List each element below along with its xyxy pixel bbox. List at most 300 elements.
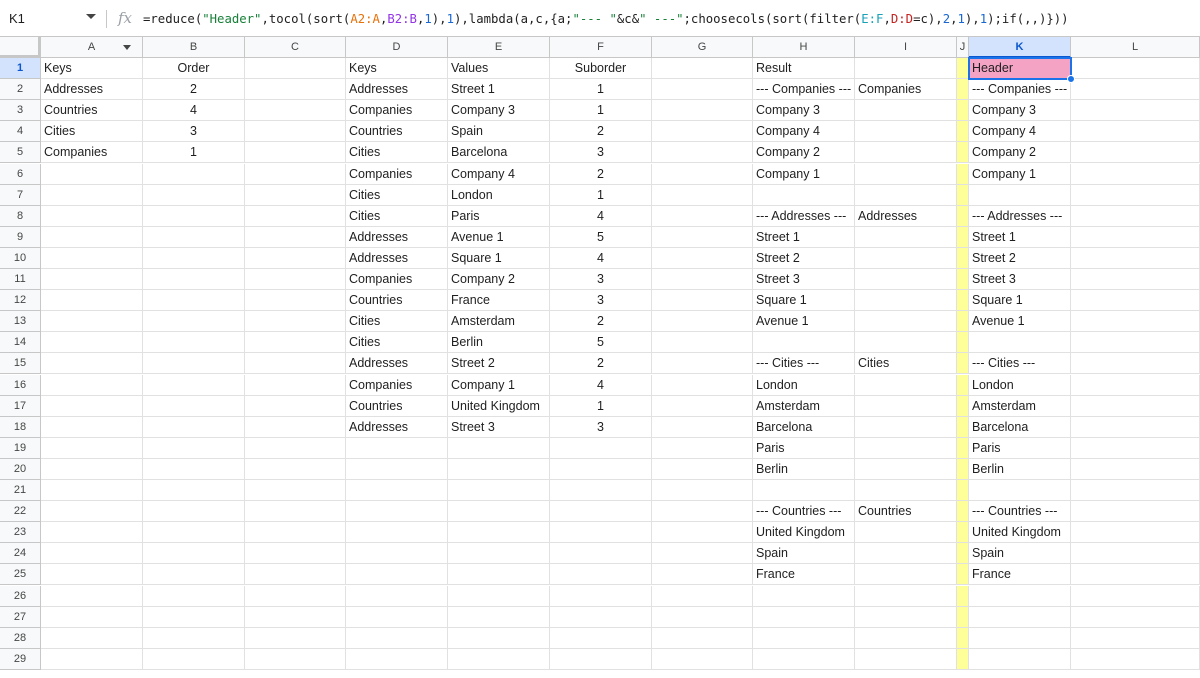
cell-i28[interactable] [855,628,957,649]
cell-k15[interactable]: --- Cities --- [969,353,1071,374]
cell-b27[interactable] [143,607,245,628]
row-header-10[interactable]: 10 [0,248,41,269]
cell-g13[interactable] [652,311,753,332]
cell-k29[interactable] [969,649,1071,670]
cell-i2[interactable]: Companies [855,79,957,100]
cell-l22[interactable] [1071,501,1200,522]
formula-input[interactable] [143,12,1069,26]
cell-d27[interactable] [346,607,448,628]
cell-l29[interactable] [1071,649,1200,670]
cell-e24[interactable] [448,543,550,564]
cell-h14[interactable] [753,332,855,353]
cell-j26[interactable] [957,586,969,607]
cell-j25[interactable] [957,564,969,585]
cell-b16[interactable] [143,375,245,396]
cell-k23[interactable]: United Kingdom [969,522,1071,543]
cell-g10[interactable] [652,248,753,269]
cell-a12[interactable] [41,290,143,311]
cell-a22[interactable] [41,501,143,522]
cell-h15[interactable]: --- Cities --- [753,353,855,374]
cell-a6[interactable] [41,164,143,185]
cell-g23[interactable] [652,522,753,543]
cell-j22[interactable] [957,501,969,522]
cell-g28[interactable] [652,628,753,649]
cell-b7[interactable] [143,185,245,206]
cell-a5[interactable]: Companies [41,142,143,163]
cell-d20[interactable] [346,459,448,480]
cell-f6[interactable]: 2 [550,164,652,185]
cell-e13[interactable]: Amsterdam [448,311,550,332]
cell-d22[interactable] [346,501,448,522]
cell-i29[interactable] [855,649,957,670]
cell-d28[interactable] [346,628,448,649]
cell-g6[interactable] [652,164,753,185]
cell-h19[interactable]: Paris [753,438,855,459]
cell-g1[interactable] [652,58,753,79]
cell-a25[interactable] [41,564,143,585]
cell-d7[interactable]: Cities [346,185,448,206]
cell-h2[interactable]: --- Companies --- [753,79,855,100]
cell-c5[interactable] [245,142,346,163]
row-header-8[interactable]: 8 [0,206,41,227]
row-header-1[interactable]: 1 [0,58,41,79]
cell-j23[interactable] [957,522,969,543]
cell-f19[interactable] [550,438,652,459]
row-header-15[interactable]: 15 [0,353,41,374]
cell-j21[interactable] [957,480,969,501]
cell-g19[interactable] [652,438,753,459]
cell-g21[interactable] [652,480,753,501]
cell-h7[interactable] [753,185,855,206]
cell-c8[interactable] [245,206,346,227]
cell-e26[interactable] [448,586,550,607]
cell-j2[interactable] [957,79,969,100]
cell-f28[interactable] [550,628,652,649]
cell-i7[interactable] [855,185,957,206]
cell-h17[interactable]: Amsterdam [753,396,855,417]
cell-j6[interactable] [957,164,969,185]
cell-k18[interactable]: Barcelona [969,417,1071,438]
cell-k6[interactable]: Company 1 [969,164,1071,185]
cell-a18[interactable] [41,417,143,438]
cell-k11[interactable]: Street 3 [969,269,1071,290]
cell-a2[interactable]: Addresses [41,79,143,100]
cell-i24[interactable] [855,543,957,564]
cell-a15[interactable] [41,353,143,374]
cell-b10[interactable] [143,248,245,269]
cell-l25[interactable] [1071,564,1200,585]
cell-j13[interactable] [957,311,969,332]
cell-h5[interactable]: Company 2 [753,142,855,163]
cell-i6[interactable] [855,164,957,185]
cell-f29[interactable] [550,649,652,670]
cell-c25[interactable] [245,564,346,585]
cell-h25[interactable]: France [753,564,855,585]
column-header-h[interactable] [753,37,855,58]
cell-b13[interactable] [143,311,245,332]
row-header-26[interactable]: 26 [0,586,41,607]
cell-e4[interactable]: Spain [448,121,550,142]
cell-c17[interactable] [245,396,346,417]
cell-j19[interactable] [957,438,969,459]
row-header-20[interactable]: 20 [0,459,41,480]
cell-c19[interactable] [245,438,346,459]
cell-d8[interactable]: Cities [346,206,448,227]
cell-d5[interactable]: Cities [346,142,448,163]
cell-d12[interactable]: Countries [346,290,448,311]
cell-l8[interactable] [1071,206,1200,227]
cell-b15[interactable] [143,353,245,374]
cell-c28[interactable] [245,628,346,649]
cell-a9[interactable] [41,227,143,248]
cell-e23[interactable] [448,522,550,543]
column-header-f[interactable] [550,37,652,58]
cell-b6[interactable] [143,164,245,185]
cell-i5[interactable] [855,142,957,163]
cell-i10[interactable] [855,248,957,269]
cell-g18[interactable] [652,417,753,438]
cell-l7[interactable] [1071,185,1200,206]
cell-e12[interactable]: France [448,290,550,311]
cell-d11[interactable]: Companies [346,269,448,290]
cell-c4[interactable] [245,121,346,142]
cell-d21[interactable] [346,480,448,501]
cell-e7[interactable]: London [448,185,550,206]
cell-d4[interactable]: Countries [346,121,448,142]
cell-g12[interactable] [652,290,753,311]
cell-b14[interactable] [143,332,245,353]
cell-h1[interactable]: Result [753,58,855,79]
cell-k16[interactable]: London [969,375,1071,396]
cell-c3[interactable] [245,100,346,121]
cell-b3[interactable]: 4 [143,100,245,121]
cell-c29[interactable] [245,649,346,670]
cell-l3[interactable] [1071,100,1200,121]
cell-c24[interactable] [245,543,346,564]
cell-f24[interactable] [550,543,652,564]
cell-i25[interactable] [855,564,957,585]
spreadsheet-grid[interactable] [0,37,1200,678]
column-header-j[interactable] [957,37,969,58]
cell-e28[interactable] [448,628,550,649]
row-header-29[interactable]: 29 [0,649,41,670]
cell-g20[interactable] [652,459,753,480]
cell-f17[interactable]: 1 [550,396,652,417]
cell-e25[interactable] [448,564,550,585]
cell-g2[interactable] [652,79,753,100]
cell-i27[interactable] [855,607,957,628]
cell-a7[interactable] [41,185,143,206]
cell-d13[interactable]: Cities [346,311,448,332]
cell-e18[interactable]: Street 3 [448,417,550,438]
cell-i14[interactable] [855,332,957,353]
cell-f10[interactable]: 4 [550,248,652,269]
cell-e22[interactable] [448,501,550,522]
cell-c21[interactable] [245,480,346,501]
cell-l21[interactable] [1071,480,1200,501]
cell-i3[interactable] [855,100,957,121]
cell-g3[interactable] [652,100,753,121]
cell-a16[interactable] [41,375,143,396]
cell-k7[interactable] [969,185,1071,206]
cell-i22[interactable]: Countries [855,501,957,522]
cell-e2[interactable]: Street 1 [448,79,550,100]
column-menu-icon[interactable] [123,45,131,50]
cell-i19[interactable] [855,438,957,459]
cell-c1[interactable] [245,58,346,79]
cell-a28[interactable] [41,628,143,649]
cell-l18[interactable] [1071,417,1200,438]
cell-h3[interactable]: Company 3 [753,100,855,121]
cell-e10[interactable]: Square 1 [448,248,550,269]
cell-h9[interactable]: Street 1 [753,227,855,248]
cell-b22[interactable] [143,501,245,522]
cell-g22[interactable] [652,501,753,522]
cell-c26[interactable] [245,586,346,607]
cell-b21[interactable] [143,480,245,501]
cell-h20[interactable]: Berlin [753,459,855,480]
cell-i13[interactable] [855,311,957,332]
cell-g25[interactable] [652,564,753,585]
cell-i21[interactable] [855,480,957,501]
column-header-d[interactable] [346,37,448,58]
cell-a13[interactable] [41,311,143,332]
cell-d17[interactable]: Countries [346,396,448,417]
cell-k4[interactable]: Company 4 [969,121,1071,142]
cell-e1[interactable]: Values [448,58,550,79]
cell-f23[interactable] [550,522,652,543]
cell-l13[interactable] [1071,311,1200,332]
cell-e20[interactable] [448,459,550,480]
row-header-2[interactable]: 2 [0,79,41,100]
cell-b29[interactable] [143,649,245,670]
cell-e16[interactable]: Company 1 [448,375,550,396]
cell-k19[interactable]: Paris [969,438,1071,459]
row-header-21[interactable]: 21 [0,480,41,501]
cell-l24[interactable] [1071,543,1200,564]
cell-j1[interactable] [957,58,969,79]
cell-h16[interactable]: London [753,375,855,396]
cell-f1[interactable]: Suborder [550,58,652,79]
cell-k20[interactable]: Berlin [969,459,1071,480]
cell-i11[interactable] [855,269,957,290]
cell-j20[interactable] [957,459,969,480]
cell-g5[interactable] [652,142,753,163]
cell-f21[interactable] [550,480,652,501]
cell-e19[interactable] [448,438,550,459]
cell-d2[interactable]: Addresses [346,79,448,100]
cell-f18[interactable]: 3 [550,417,652,438]
row-header-19[interactable]: 19 [0,438,41,459]
row-header-23[interactable]: 23 [0,522,41,543]
column-header-b[interactable] [143,37,245,58]
cell-h29[interactable] [753,649,855,670]
cell-c2[interactable] [245,79,346,100]
cell-k14[interactable] [969,332,1071,353]
cell-i1[interactable] [855,58,957,79]
cell-l15[interactable] [1071,353,1200,374]
cell-j29[interactable] [957,649,969,670]
cell-b11[interactable] [143,269,245,290]
cell-h26[interactable] [753,586,855,607]
cell-a14[interactable] [41,332,143,353]
cell-c14[interactable] [245,332,346,353]
cell-b5[interactable]: 1 [143,142,245,163]
cell-f22[interactable] [550,501,652,522]
cell-g15[interactable] [652,353,753,374]
cell-l9[interactable] [1071,227,1200,248]
row-header-11[interactable]: 11 [0,269,41,290]
cell-j5[interactable] [957,142,969,163]
row-header-24[interactable]: 24 [0,543,41,564]
cell-g29[interactable] [652,649,753,670]
cell-d23[interactable] [346,522,448,543]
cell-f11[interactable]: 3 [550,269,652,290]
cell-b2[interactable]: 2 [143,79,245,100]
row-header-18[interactable]: 18 [0,417,41,438]
cell-k13[interactable]: Avenue 1 [969,311,1071,332]
cell-k12[interactable]: Square 1 [969,290,1071,311]
cell-f2[interactable]: 1 [550,79,652,100]
column-header-g[interactable] [652,37,753,58]
cell-j15[interactable] [957,353,969,374]
column-header-e[interactable] [448,37,550,58]
cell-d10[interactable]: Addresses [346,248,448,269]
cell-a23[interactable] [41,522,143,543]
cell-c22[interactable] [245,501,346,522]
cell-e5[interactable]: Barcelona [448,142,550,163]
cell-l4[interactable] [1071,121,1200,142]
cell-k22[interactable]: --- Countries --- [969,501,1071,522]
row-header-17[interactable]: 17 [0,396,41,417]
cell-i9[interactable] [855,227,957,248]
cell-b12[interactable] [143,290,245,311]
cell-k1[interactable]: Header [969,58,1071,79]
cell-a26[interactable] [41,586,143,607]
cell-b19[interactable] [143,438,245,459]
cell-h6[interactable]: Company 1 [753,164,855,185]
column-header-i[interactable] [855,37,957,58]
column-header-l[interactable] [1071,37,1200,58]
cell-d19[interactable] [346,438,448,459]
cell-k3[interactable]: Company 3 [969,100,1071,121]
cell-b25[interactable] [143,564,245,585]
cell-a17[interactable] [41,396,143,417]
cell-l11[interactable] [1071,269,1200,290]
cell-g26[interactable] [652,586,753,607]
cell-e15[interactable]: Street 2 [448,353,550,374]
cell-i17[interactable] [855,396,957,417]
cell-k9[interactable]: Street 1 [969,227,1071,248]
cell-k2[interactable]: --- Companies --- [969,79,1071,100]
cell-d9[interactable]: Addresses [346,227,448,248]
cell-e9[interactable]: Avenue 1 [448,227,550,248]
cell-k28[interactable] [969,628,1071,649]
cell-h23[interactable]: United Kingdom [753,522,855,543]
cell-k24[interactable]: Spain [969,543,1071,564]
cell-l10[interactable] [1071,248,1200,269]
column-header-k[interactable] [969,37,1071,58]
cell-h21[interactable] [753,480,855,501]
cell-j9[interactable] [957,227,969,248]
cell-c7[interactable] [245,185,346,206]
select-all-corner[interactable] [0,37,41,58]
cell-j16[interactable] [957,375,969,396]
cell-d25[interactable] [346,564,448,585]
cell-j7[interactable] [957,185,969,206]
cell-j18[interactable] [957,417,969,438]
cell-b20[interactable] [143,459,245,480]
cell-j12[interactable] [957,290,969,311]
row-header-3[interactable]: 3 [0,100,41,121]
cell-i15[interactable]: Cities [855,353,957,374]
cell-l1[interactable] [1071,58,1200,79]
cell-f4[interactable]: 2 [550,121,652,142]
cell-b8[interactable] [143,206,245,227]
cell-g7[interactable] [652,185,753,206]
cell-h12[interactable]: Square 1 [753,290,855,311]
cell-f5[interactable]: 3 [550,142,652,163]
cell-e29[interactable] [448,649,550,670]
cell-j14[interactable] [957,332,969,353]
cell-a24[interactable] [41,543,143,564]
cell-l20[interactable] [1071,459,1200,480]
row-header-13[interactable]: 13 [0,311,41,332]
cell-d15[interactable]: Addresses [346,353,448,374]
cell-b18[interactable] [143,417,245,438]
row-header-22[interactable]: 22 [0,501,41,522]
cell-b1[interactable]: Order [143,58,245,79]
row-header-6[interactable]: 6 [0,164,41,185]
cell-e6[interactable]: Company 4 [448,164,550,185]
row-header-27[interactable]: 27 [0,607,41,628]
cell-a8[interactable] [41,206,143,227]
cell-h24[interactable]: Spain [753,543,855,564]
cell-l2[interactable] [1071,79,1200,100]
cell-g14[interactable] [652,332,753,353]
cell-l19[interactable] [1071,438,1200,459]
cell-c13[interactable] [245,311,346,332]
cell-f7[interactable]: 1 [550,185,652,206]
cell-a29[interactable] [41,649,143,670]
cell-c11[interactable] [245,269,346,290]
cell-h4[interactable]: Company 4 [753,121,855,142]
cell-f15[interactable]: 2 [550,353,652,374]
cell-f13[interactable]: 2 [550,311,652,332]
cell-e27[interactable] [448,607,550,628]
cell-d26[interactable] [346,586,448,607]
cell-a19[interactable] [41,438,143,459]
cell-h13[interactable]: Avenue 1 [753,311,855,332]
cell-h22[interactable]: --- Countries --- [753,501,855,522]
cell-j28[interactable] [957,628,969,649]
cell-g11[interactable] [652,269,753,290]
cell-d1[interactable]: Keys [346,58,448,79]
cell-j8[interactable] [957,206,969,227]
cell-k27[interactable] [969,607,1071,628]
cell-a20[interactable] [41,459,143,480]
cell-e3[interactable]: Company 3 [448,100,550,121]
cell-g16[interactable] [652,375,753,396]
column-header-a[interactable] [41,37,143,58]
cell-j4[interactable] [957,121,969,142]
cell-f20[interactable] [550,459,652,480]
cell-a3[interactable]: Countries [41,100,143,121]
row-header-9[interactable]: 9 [0,227,41,248]
cell-l16[interactable] [1071,375,1200,396]
row-header-4[interactable]: 4 [0,121,41,142]
cell-l14[interactable] [1071,332,1200,353]
